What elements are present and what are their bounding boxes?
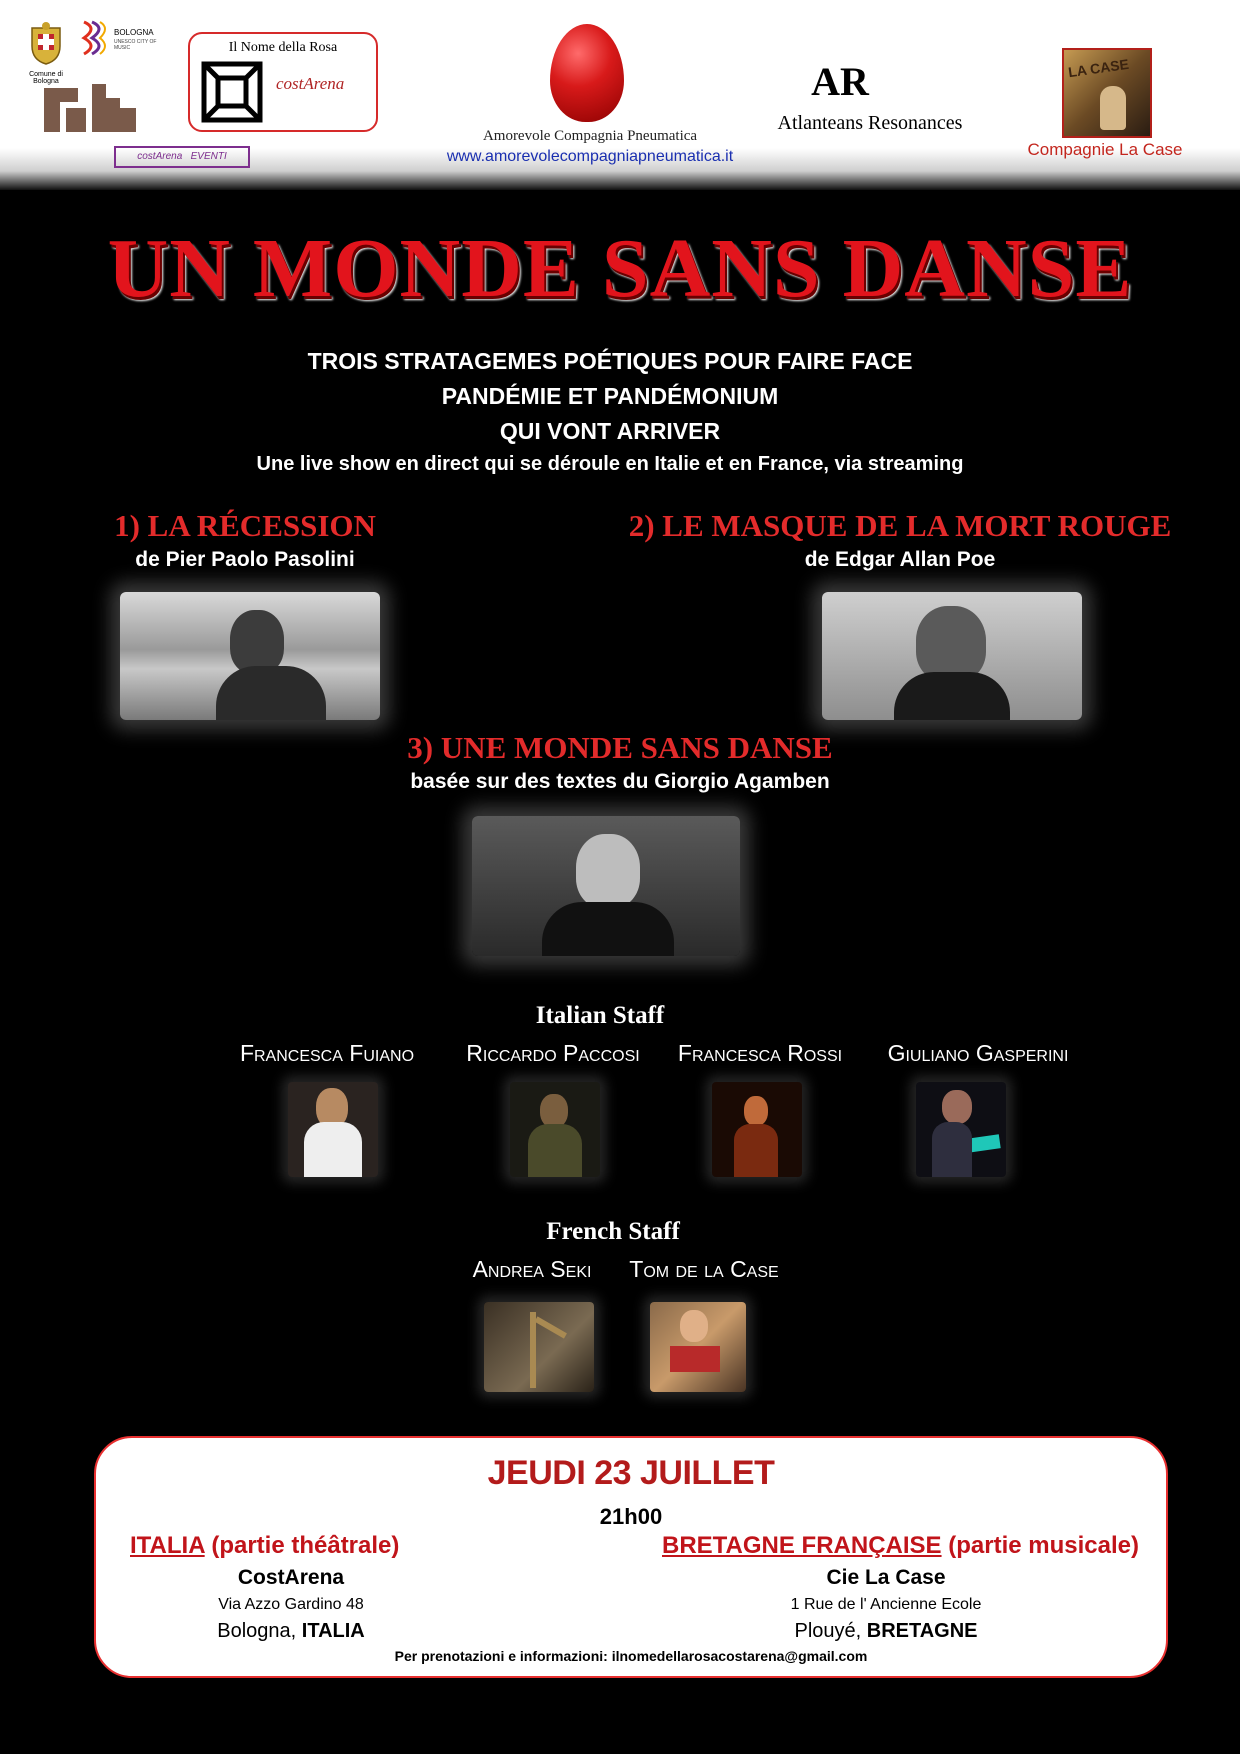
amorevole-url[interactable]: www.amorevolecompagniapneumatica.it	[446, 148, 734, 165]
piece-1-title: 1) LA RÉCESSION	[114, 508, 376, 543]
france-part: (partie musicale)	[948, 1532, 1139, 1559]
france-city-line	[736, 1620, 1036, 1643]
italy-address: Via Azzo Gardino 48	[218, 1596, 364, 1613]
french-staff-name-2: Tom de la Case	[629, 1256, 779, 1282]
italian-staff-name-3: Francesca Rossi	[677, 1040, 843, 1066]
piece-3-author: basée sur des textes du Giorgio Agamben	[410, 770, 830, 793]
italy-city: Bologna,	[217, 1620, 302, 1642]
french-staff-name-1: Andrea Seki	[472, 1256, 592, 1282]
italian-staff-name-2: Riccardo Paccosi	[466, 1040, 640, 1066]
subtitle-line-4: Une live show en direct qui se déroule en Italie et en France, via streaming	[256, 453, 964, 475]
italy-place: ITALIA	[130, 1532, 205, 1559]
france-heading	[662, 1532, 1139, 1560]
labyrinth-icon	[200, 60, 264, 124]
italy-country: ITALIA	[301, 1620, 365, 1642]
bologna-unesco-logo	[80, 20, 170, 60]
piece-2-title: 2) LE MASQUE DE LA MORT ROUGE	[628, 508, 1172, 543]
french-staff-heading: French Staff	[546, 1218, 680, 1245]
costarena-label: costArena	[276, 74, 345, 93]
piece-3-title: 3) UNE MONDE SANS DANSE	[407, 730, 833, 765]
la-case-name: Compagnie La Case	[1027, 140, 1183, 159]
seki-photo	[484, 1302, 594, 1392]
piece-1-author: de Pier Paolo Pasolini	[135, 548, 355, 571]
nome-della-rosa-logo	[188, 32, 378, 132]
contact-line: Per prenotazioni e informazioni: ilnomedellarosacostarena@gmail.com	[394, 1648, 868, 1664]
france-address: 1 Rue de l' Ancienne Ecole	[790, 1596, 982, 1613]
piece-2-author: de Edgar Allan Poe	[804, 548, 996, 571]
subtitle-line-2: PANDÉMIE ET PANDÉMONIUM	[441, 383, 779, 409]
nome-della-rosa-label: Il Nome della Rosa	[228, 40, 338, 55]
italian-staff-heading: Italian Staff	[535, 1002, 665, 1029]
italy-city-line	[156, 1620, 426, 1643]
ar-logo: AR	[811, 59, 869, 104]
costarena-eventi-logo: costArena EVENTI	[114, 146, 250, 168]
agamben-photo	[472, 816, 740, 956]
bologna-unesco-text: BOLOGNA	[114, 28, 154, 37]
italy-heading	[130, 1532, 399, 1560]
crest-icon	[26, 22, 66, 66]
la-case-photo	[1062, 48, 1152, 138]
subtitle	[0, 344, 1220, 479]
ar-name: Atlanteans Resonances	[777, 112, 963, 134]
bologna-estate-label: BOLOGNA ESTATE	[88, 70, 94, 124]
red-egg-icon	[550, 24, 624, 122]
italy-part: (partie théâtrale)	[211, 1532, 400, 1559]
subtitle-line-3: QUI VONT ARRIVER	[499, 418, 721, 444]
bologna-unesco-subtext: UNESCO CITY OF MUSIC	[114, 39, 157, 51]
italy-venue: CostArena	[237, 1566, 345, 1589]
france-country: BRETAGNE	[866, 1620, 978, 1642]
event-info-box	[94, 1436, 1168, 1678]
fuiano-photo	[288, 1082, 378, 1177]
poster-title: UN MONDE SANS DANSE	[107, 222, 1133, 315]
france-venue: Cie La Case	[826, 1566, 946, 1589]
paccosi-photo	[510, 1082, 600, 1177]
italian-staff-name-4: Giuliano Gasperini	[887, 1040, 1069, 1066]
gasperini-photo	[916, 1082, 1006, 1177]
music-waves-icon	[80, 20, 110, 56]
pasolini-photo	[120, 592, 380, 720]
france-city: Plouyé,	[794, 1620, 867, 1642]
event-date: JEUDI 23 JUILLET	[487, 1454, 775, 1492]
logo-header	[0, 0, 1240, 190]
amorevole-logo	[430, 18, 750, 168]
france-place: BRETAGNE FRANÇAISE	[662, 1532, 942, 1559]
rossi-photo	[712, 1082, 802, 1177]
italian-staff-name-1: Francesca Fuiano	[239, 1040, 415, 1066]
la-case-sign: LA CASE	[1067, 55, 1130, 81]
tom-photo	[650, 1302, 746, 1392]
comune-bologna-logo	[26, 22, 66, 85]
amorevole-name: Amorevole Compagnia Pneumatica	[482, 128, 698, 144]
event-time: 21h00	[599, 1504, 663, 1529]
comune-label: Comune di Bologna	[29, 71, 63, 85]
poe-photo	[822, 592, 1082, 720]
subtitle-line-1: TROIS STRATAGEMES POÉTIQUES POUR FAIRE FACE	[307, 348, 913, 374]
